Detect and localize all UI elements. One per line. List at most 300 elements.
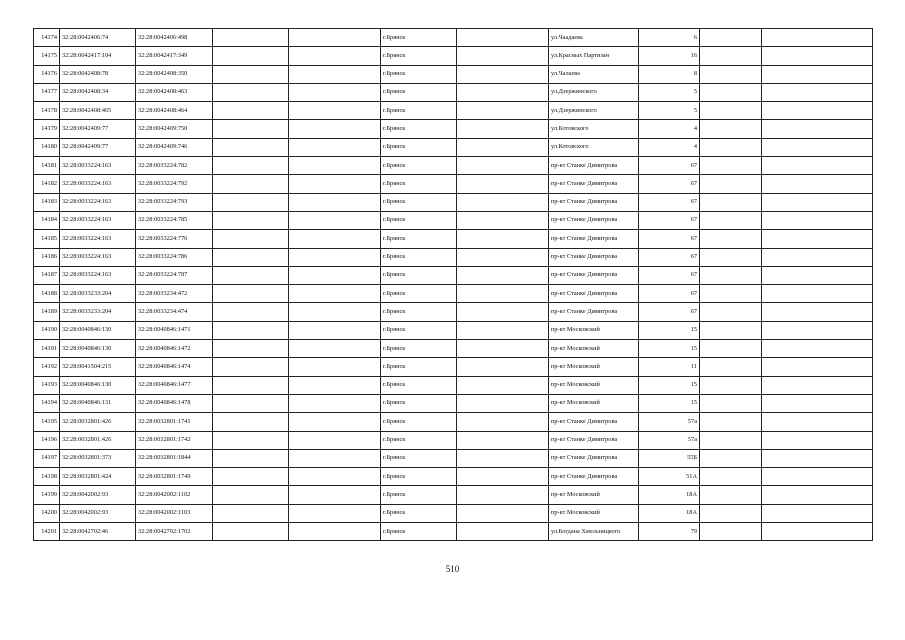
house-number-cell: 67 [639,303,700,321]
city-cell: г.Брянск [381,468,457,486]
street-cell: пр-кт Станке Димитрова [549,266,639,284]
cadastral-number-cell: 32:28:0033224:163 [60,248,136,266]
row-number-cell: 14199 [34,486,60,504]
empty-cell [700,157,762,175]
empty-cell [700,486,762,504]
house-number-cell: 67 [639,193,700,211]
street-cell: пр-кт Московский [549,340,639,358]
empty-cell [700,340,762,358]
empty-cell [762,211,873,229]
empty-cell [289,321,381,339]
row-number-cell: 14190 [34,321,60,339]
house-number-cell: 67 [639,175,700,193]
empty-cell [457,138,549,156]
street-cell: пр-кт Московский [549,358,639,376]
city-cell: г.Брянск [381,523,457,541]
object-cadastral-number-cell: 32:28:0033224:776 [136,230,213,248]
empty-cell [289,504,381,522]
empty-cell [762,157,873,175]
city-cell: г.Брянск [381,120,457,138]
row-number-cell: 14198 [34,468,60,486]
house-number-cell: 67 [639,266,700,284]
street-cell: ул.Дзержинского [549,102,639,120]
cadastral-number-cell: 32:28:0033224:163 [60,211,136,229]
house-number-cell: 67 [639,285,700,303]
row-number-cell: 14188 [34,285,60,303]
street-cell: пр-кт Станке Димитрова [549,413,639,431]
empty-cell [213,138,289,156]
row-number-cell: 14197 [34,449,60,467]
empty-cell [762,303,873,321]
empty-cell [289,248,381,266]
empty-cell [762,413,873,431]
empty-cell [457,358,549,376]
empty-cell [457,47,549,65]
cadastral-number-cell: 32:28:0042702:46 [60,523,136,541]
empty-cell [457,468,549,486]
empty-cell [457,83,549,101]
house-number-cell: 15 [639,394,700,412]
empty-cell [700,321,762,339]
city-cell: г.Брянск [381,230,457,248]
row-number-cell: 14182 [34,175,60,193]
object-cadastral-number-cell: 32:28:0042409:746 [136,138,213,156]
empty-cell [213,504,289,522]
empty-cell [289,303,381,321]
empty-cell [213,340,289,358]
object-cadastral-number-cell: 32:28:0040846:1471 [136,321,213,339]
city-cell: г.Брянск [381,47,457,65]
row-number-cell: 14189 [34,303,60,321]
row-number-cell: 14179 [34,120,60,138]
empty-cell [457,340,549,358]
house-number-cell: 15 [639,321,700,339]
row-number-cell: 14184 [34,211,60,229]
empty-cell [289,486,381,504]
table-row [34,138,873,156]
empty-cell [289,65,381,83]
cadastral-number-cell: 32:28:0033233:204 [60,303,136,321]
table-row [34,248,873,266]
object-cadastral-number-cell: 32:28:0040846:1474 [136,358,213,376]
table-row [34,29,873,47]
empty-cell [213,83,289,101]
table-row [34,230,873,248]
empty-cell [700,303,762,321]
empty-cell [213,468,289,486]
street-cell: ул.Дзержинского [549,83,639,101]
house-number-cell: 15 [639,340,700,358]
object-cadastral-number-cell: 32:28:0033234:474 [136,303,213,321]
empty-cell [700,230,762,248]
cadastral-number-cell: 32:28:0042417:104 [60,47,136,65]
table-row [34,285,873,303]
empty-cell [762,266,873,284]
register-rows [34,29,873,541]
table-row [34,83,873,101]
empty-cell [457,248,549,266]
object-cadastral-number-cell: 32:28:0032801:1741 [136,413,213,431]
row-number-cell: 14176 [34,65,60,83]
empty-cell [289,138,381,156]
cadastral-number-cell: 32:28:0041504:215 [60,358,136,376]
empty-cell [213,449,289,467]
empty-cell [289,468,381,486]
city-cell: г.Брянск [381,486,457,504]
street-cell: ул.Чаадаева [549,29,639,47]
empty-cell [213,431,289,449]
table-row [34,504,873,522]
empty-cell [213,102,289,120]
empty-cell [289,358,381,376]
empty-cell [457,486,549,504]
empty-cell [457,413,549,431]
table-row [34,394,873,412]
cadastral-number-cell: 32:28:0032801:424 [60,468,136,486]
empty-cell [289,29,381,47]
table-row [34,157,873,175]
house-number-cell: 55Б [639,449,700,467]
city-cell: г.Брянск [381,394,457,412]
street-cell: ул.Котовского [549,138,639,156]
cadastral-number-cell: 32:28:0040846:130 [60,321,136,339]
row-number-cell: 14200 [34,504,60,522]
empty-cell [289,120,381,138]
empty-cell [289,285,381,303]
empty-cell [762,29,873,47]
row-number-cell: 14201 [34,523,60,541]
table-row [34,321,873,339]
row-number-cell: 14178 [34,102,60,120]
city-cell: г.Брянск [381,285,457,303]
empty-cell [457,285,549,303]
cadastral-number-cell: 32:28:0042408:465 [60,102,136,120]
empty-cell [700,504,762,522]
city-cell: г.Брянск [381,504,457,522]
empty-cell [457,431,549,449]
cadastral-number-cell: 32:28:0042002:93 [60,486,136,504]
house-number-cell: 79 [639,523,700,541]
empty-cell [457,157,549,175]
empty-cell [289,157,381,175]
object-cadastral-number-cell: 32:28:0042408:350 [136,65,213,83]
cadastral-number-cell: 32:28:0040846:130 [60,340,136,358]
empty-cell [213,29,289,47]
empty-cell [289,394,381,412]
object-cadastral-number-cell: 32:28:0040846:1478 [136,394,213,412]
empty-cell [762,285,873,303]
house-number-cell: 18А [639,504,700,522]
table-row [34,358,873,376]
city-cell: г.Брянск [381,431,457,449]
cadastral-number-cell: 32:28:0032801:426 [60,413,136,431]
empty-cell [700,47,762,65]
empty-cell [457,266,549,284]
cadastral-number-cell: 32:28:0033224:163 [60,157,136,175]
cadastral-number-cell: 32:28:0042409:77 [60,120,136,138]
empty-cell [700,431,762,449]
empty-cell [700,65,762,83]
empty-cell [289,102,381,120]
city-cell: г.Брянск [381,248,457,266]
table-row [34,523,873,541]
city-cell: г.Брянск [381,83,457,101]
street-cell: пр-кт Московский [549,486,639,504]
city-cell: г.Брянск [381,102,457,120]
empty-cell [457,120,549,138]
cadastral-number-cell: 32:28:0042002:93 [60,504,136,522]
cadastral-number-cell: 32:28:0032801:373 [60,449,136,467]
object-cadastral-number-cell: 32:28:0042406:498 [136,29,213,47]
house-number-cell: 67 [639,230,700,248]
empty-cell [700,120,762,138]
empty-cell [213,266,289,284]
street-cell: пр-кт Московский [549,376,639,394]
empty-cell [457,65,549,83]
empty-cell [700,394,762,412]
house-number-cell: 67 [639,157,700,175]
empty-cell [213,211,289,229]
empty-cell [762,65,873,83]
empty-cell [457,303,549,321]
street-cell: пр-кт Станке Димитрова [549,157,639,175]
empty-cell [457,523,549,541]
empty-cell [700,248,762,266]
empty-cell [457,504,549,522]
empty-cell [762,102,873,120]
empty-cell [289,211,381,229]
empty-cell [762,230,873,248]
object-cadastral-number-cell: 32:28:0033224:793 [136,193,213,211]
house-number-cell: 5 [639,102,700,120]
empty-cell [700,413,762,431]
street-cell: пр-кт Станке Димитрова [549,285,639,303]
register-table [33,28,873,541]
row-number-cell: 14193 [34,376,60,394]
house-number-cell: 11 [639,358,700,376]
empty-cell [700,468,762,486]
empty-cell [700,285,762,303]
cadastral-number-cell: 32:28:0033224:163 [60,175,136,193]
empty-cell [213,175,289,193]
city-cell: г.Брянск [381,266,457,284]
empty-cell [457,29,549,47]
empty-cell [700,211,762,229]
table-row [34,211,873,229]
city-cell: г.Брянск [381,157,457,175]
empty-cell [762,486,873,504]
empty-cell [213,413,289,431]
empty-cell [213,486,289,504]
empty-cell [700,523,762,541]
row-number-cell: 14174 [34,29,60,47]
empty-cell [762,193,873,211]
street-cell: ул.Красных Партизан [549,47,639,65]
street-cell: пр-кт Станке Димитрова [549,449,639,467]
table-row [34,431,873,449]
house-number-cell: 16 [639,47,700,65]
object-cadastral-number-cell: 32:28:0042408:464 [136,102,213,120]
table-row [34,120,873,138]
street-cell: пр-кт Московский [549,394,639,412]
empty-cell [762,468,873,486]
street-cell: пр-кт Станке Димитрова [549,431,639,449]
empty-cell [213,321,289,339]
house-number-cell: 6 [639,29,700,47]
empty-cell [213,65,289,83]
empty-cell [457,449,549,467]
object-cadastral-number-cell: 32:28:0042702:1702 [136,523,213,541]
table-row [34,468,873,486]
row-number-cell: 14195 [34,413,60,431]
empty-cell [289,413,381,431]
empty-cell [213,358,289,376]
table-row [34,102,873,120]
city-cell: г.Брянск [381,449,457,467]
table-row [34,303,873,321]
street-cell: ул.Чалаева [549,65,639,83]
city-cell: г.Брянск [381,193,457,211]
house-number-cell: 57а [639,413,700,431]
empty-cell [213,376,289,394]
object-cadastral-number-cell: 32:28:0040846:1477 [136,376,213,394]
empty-cell [289,431,381,449]
row-number-cell: 14185 [34,230,60,248]
empty-cell [213,157,289,175]
cadastral-number-cell: 32:28:0033224:163 [60,230,136,248]
city-cell: г.Брянск [381,376,457,394]
table-row [34,47,873,65]
object-cadastral-number-cell: 32:28:0042408:463 [136,83,213,101]
empty-cell [289,175,381,193]
empty-cell [213,47,289,65]
object-cadastral-number-cell: 32:28:0042002:1102 [136,486,213,504]
house-number-cell: 8 [639,65,700,83]
object-cadastral-number-cell: 32:28:0042409:750 [136,120,213,138]
city-cell: г.Брянск [381,211,457,229]
house-number-cell: 18А [639,486,700,504]
city-cell: г.Брянск [381,65,457,83]
street-cell: ул.Котовского [549,120,639,138]
empty-cell [213,523,289,541]
table-row [34,413,873,431]
object-cadastral-number-cell: 32:28:0032801:1742 [136,431,213,449]
empty-cell [289,83,381,101]
empty-cell [762,120,873,138]
empty-cell [289,266,381,284]
empty-cell [762,138,873,156]
city-cell: г.Брянск [381,413,457,431]
street-cell: ул.Богдана Хмельницкого [549,523,639,541]
empty-cell [457,376,549,394]
table-row [34,266,873,284]
street-cell: пр-кт Станке Димитрова [549,303,639,321]
empty-cell [700,102,762,120]
empty-cell [762,449,873,467]
empty-cell [762,358,873,376]
cadastral-number-cell: 32:28:0033233:204 [60,285,136,303]
row-number-cell: 14175 [34,47,60,65]
empty-cell [762,340,873,358]
table-row [34,449,873,467]
empty-cell [213,230,289,248]
empty-cell [700,376,762,394]
house-number-cell: 67 [639,248,700,266]
object-cadastral-number-cell: 32:28:0033224:782 [136,157,213,175]
street-cell: пр-кт Станке Димитрова [549,193,639,211]
cadastral-number-cell: 32:28:0040846:130 [60,376,136,394]
empty-cell [700,266,762,284]
empty-cell [213,394,289,412]
table-row [34,376,873,394]
row-number-cell: 14187 [34,266,60,284]
empty-cell [457,175,549,193]
row-number-cell: 14194 [34,394,60,412]
house-number-cell: 5 [639,83,700,101]
row-number-cell: 14180 [34,138,60,156]
street-cell: пр-кт Московский [549,504,639,522]
city-cell: г.Брянск [381,175,457,193]
empty-cell [762,394,873,412]
page-number: 510 [445,564,460,574]
house-number-cell: 4 [639,120,700,138]
cadastral-number-cell: 32:28:0033224:163 [60,193,136,211]
empty-cell [762,321,873,339]
object-cadastral-number-cell: 32:28:0040846:1472 [136,340,213,358]
street-cell: пр-кт Станке Димитрова [549,248,639,266]
cadastral-number-cell: 32:28:0032801:426 [60,431,136,449]
empty-cell [762,83,873,101]
empty-cell [700,29,762,47]
city-cell: г.Брянск [381,303,457,321]
empty-cell [457,102,549,120]
empty-cell [700,193,762,211]
empty-cell [289,230,381,248]
empty-cell [457,193,549,211]
empty-cell [289,340,381,358]
city-cell: г.Брянск [381,29,457,47]
street-cell: пр-кт Станке Димитрова [549,468,639,486]
empty-cell [289,376,381,394]
empty-cell [289,193,381,211]
empty-cell [457,230,549,248]
empty-cell [762,523,873,541]
cadastral-number-cell: 32:28:0042409:77 [60,138,136,156]
row-number-cell: 14191 [34,340,60,358]
object-cadastral-number-cell: 32:28:0042002:1103 [136,504,213,522]
object-cadastral-number-cell: 32:28:0033224:785 [136,211,213,229]
row-number-cell: 14183 [34,193,60,211]
empty-cell [762,248,873,266]
empty-cell [289,47,381,65]
city-cell: г.Брянск [381,138,457,156]
object-cadastral-number-cell: 32:28:0033224:786 [136,248,213,266]
cadastral-number-cell: 32:28:0042406:74 [60,29,136,47]
object-cadastral-number-cell: 32:28:0033234:472 [136,285,213,303]
empty-cell [457,394,549,412]
empty-cell [213,193,289,211]
street-cell: пр-кт Станке Димитрова [549,175,639,193]
empty-cell [762,175,873,193]
object-cadastral-number-cell: 32:28:0033224:787 [136,266,213,284]
empty-cell [700,358,762,376]
row-number-cell: 14186 [34,248,60,266]
empty-cell [289,449,381,467]
house-number-cell: 4 [639,138,700,156]
house-number-cell: 15 [639,376,700,394]
empty-cell [213,120,289,138]
city-cell: г.Брянск [381,358,457,376]
